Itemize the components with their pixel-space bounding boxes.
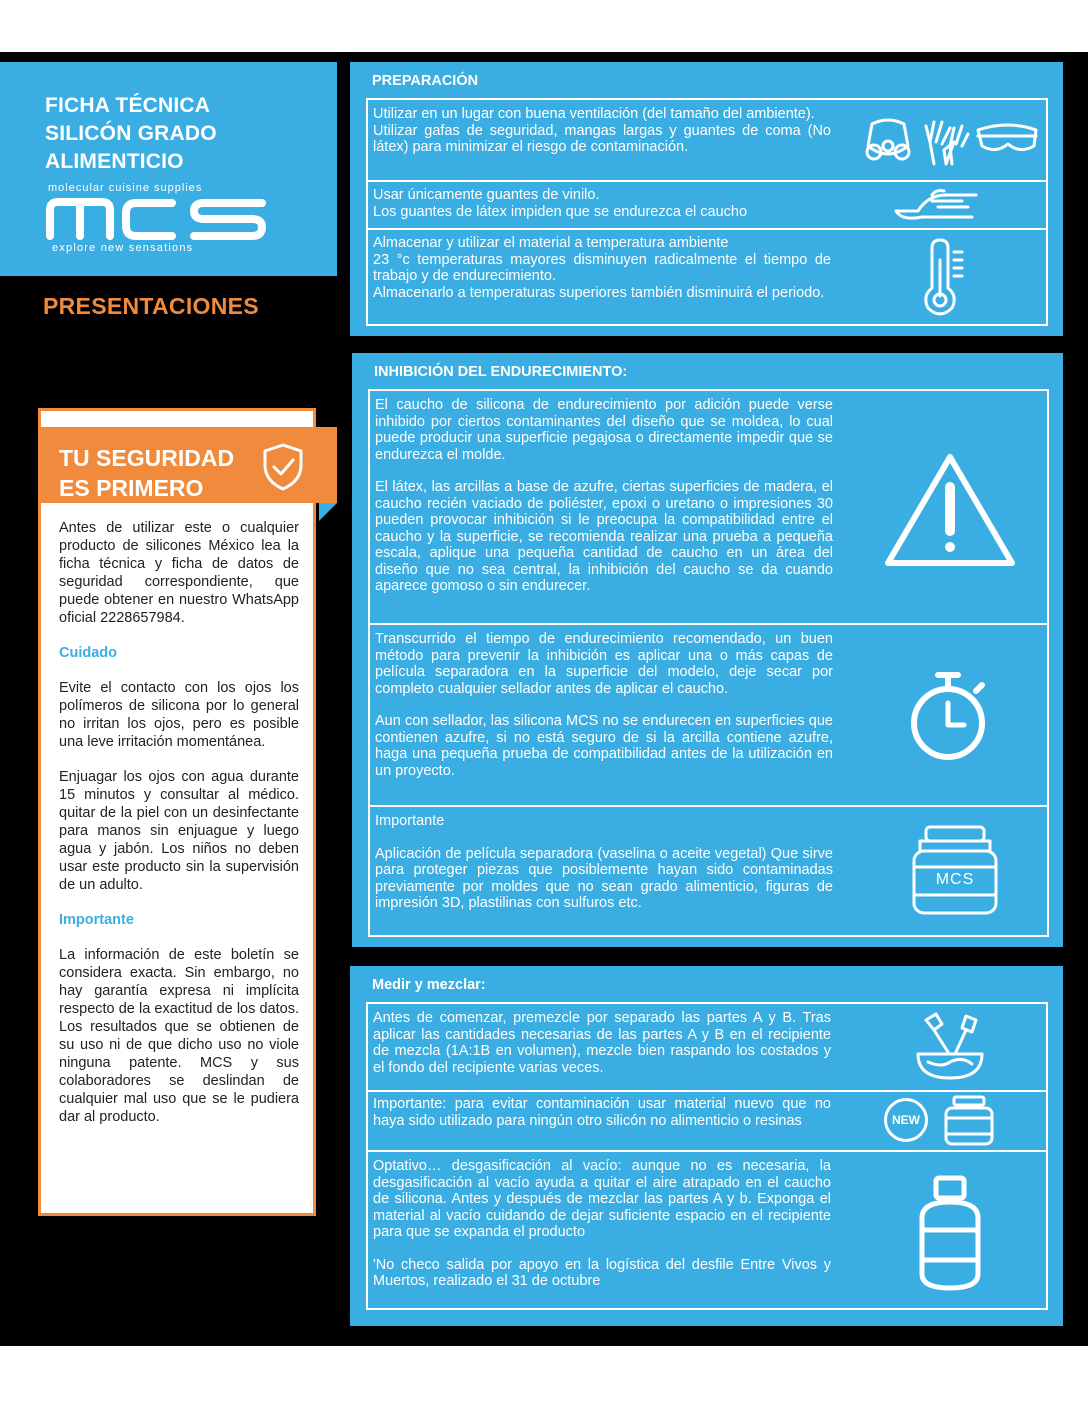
care-heading: Cuidado: [59, 645, 117, 661]
safety-title-line-2: ES PRIMERO: [59, 475, 204, 501]
inhibicion-heading: INHIBICIÓN DEL ENDURECIMIENTO:: [374, 364, 628, 380]
mcs-logo-mark: [44, 196, 270, 240]
separator-text-2: Aun con sellador, las silicona MCS no se endurecen en superficies que contienen azufre, si no está seguro de si la arcilla contiene azufre, haga una pequeña prueba de compatibilidad antes de la utilización en un proyecto.: [375, 713, 833, 779]
logo-tagline-top: molecular cuisine supplies: [48, 182, 203, 194]
jar-label: MCS: [935, 871, 975, 888]
row-text: [373, 235, 831, 301]
safety-goggles-icon: [978, 125, 1036, 150]
temperature-text-3: Almacenarlo a temperaturas superiores también disminuirá el periodo.: [373, 284, 825, 301]
title-box: [0, 62, 337, 276]
document-title: [45, 92, 217, 176]
row-text: [375, 631, 833, 779]
separator-text-1: Transcurrido el tiempo de endurecimiento recomendado, un buen método para prevenir la inhibición es aplicar una o más capas de película separadora en la superficie del modelo, deje secar por completo cualquier sellador antes de aplicar el caucho.: [375, 631, 833, 697]
vinyl-gloves-text: Usar únicamente guantes de vinilo.: [373, 187, 600, 203]
safety-card: [38, 408, 316, 1216]
respirator-mask-icon: [867, 120, 909, 159]
row-text: [373, 1096, 831, 1129]
preparacion-row-ventilation: [368, 100, 1046, 180]
ppe-text: Utilizar gafas de seguridad, mangas largas y guantes de coma (No látex) para minimizar el riesgo de contaminación.: [373, 122, 831, 155]
gas-cylinder-icon: [912, 1174, 988, 1296]
care-text-2: Enjuagar los ojos con agua durante 15 minutos y consultar al médico. quitar de la piel con un desinfectante para manos sin enjuague y luego agua y jabón. Los niños no deben usar este producto sin la supervisión de un adulto.: [59, 769, 299, 893]
inhibicion-frame: [368, 389, 1049, 937]
release-agent-text: Aplicación de película separadora (vaselina o aceite vegetal) Que sirve para proteger piezas que posiblemente hayan sido contaminadas previamente por moldes que no sean grado alimenticio, figuras de impresión 3D, plastilinas con sulfuros etc.: [375, 845, 833, 911]
important-label: Importante: [375, 813, 445, 829]
inhibition-text-2: El látex, las arcillas a base de azufre, ciertas superficies de madera, el caucho recién vaciado de poliéster, epoxi o uretano o impresiones 30 pueden provocar inhibición si le preocupa la compatibilidad entre el caucho y la superficie, se recomienda realizar una prueba a pequeña escala, aplique una pequeña cantidad de caucho en un área del diseño que no sea central, la inhibición del caucho se da cuando aparece gomoso o sin endurecer.: [375, 479, 833, 594]
safety-intro: Antes de utilizar este o cualquier producto de silicones México lea la ficha técnica y ficha de datos de seguridad correspondiente, que puede obtener en nuestro WhatsApp oficial 2228657984.: [59, 520, 299, 626]
inhibicion-row-separator: [370, 623, 1047, 805]
row-text: [373, 1010, 831, 1076]
important-heading: Importante: [59, 912, 134, 928]
safety-header: [41, 427, 337, 503]
header-fold: [319, 503, 337, 521]
preparacion-row-temperature: [368, 228, 1046, 328]
row-text: [375, 813, 833, 912]
latex-warning-text: Los guantes de látex impiden que se endurezca el caucho: [373, 203, 748, 220]
row-text: [373, 187, 831, 220]
care-text-1: Evite el contacto con los ojos los polímeros de silicona por lo general no irritan los ojos, pero es posible una leve irritación momentánea.: [59, 680, 299, 750]
note-text: 'No checo salida por apoyo en la logística del desfile Entre Vivos y Muertos, realizado el 31 de octubre: [373, 1256, 831, 1289]
inhibicion-row-important: [370, 805, 1047, 939]
small-jar-icon: [942, 1094, 996, 1148]
gloves-icon: [926, 122, 968, 164]
safety-body: [59, 519, 299, 1143]
title-line-3: ALIMENTICIO: [45, 150, 184, 173]
preparacion-section: [350, 62, 1063, 336]
title-line-1: FICHA TÉCNICA: [45, 94, 211, 117]
vacuum-text: Optativo… desgasificación al vacío: aunque no es necesaria, la desgasificación al vacío ayuda a quitar el aire atrapado en el caucho de silicona. Antes y después de mezclar las partes A y b. Exponga el material al vacío cuidando de dejar suficiente espacio en el recipiente para que se expanda el producto: [373, 1158, 831, 1240]
title-line-2: SILICÓN GRADO: [45, 122, 217, 145]
preparacion-frame: [366, 98, 1048, 326]
important-text: La información de este boletín se considera exacta. Sin embargo, no hay garantía expresa ni implícita respecto de la exactitud de los datos. Los resultados que se obtienen de su uso ni de que dicho uso no viole ninguna patente. MCS y sus colaboradores se deslindan de cualquier mal uso que se le pudiera dar al producto.: [59, 947, 299, 1125]
safety-title: [59, 443, 234, 503]
preparacion-row-gloves: [368, 180, 1046, 228]
inhibicion-row-contaminants: [370, 391, 1047, 623]
presentaciones-heading: PRESENTACIONES: [43, 293, 259, 319]
safety-title-line-1: TU SEGURIDAD: [59, 445, 235, 471]
ppe-icons: [858, 116, 1038, 168]
row-text: [373, 106, 831, 156]
mixing-bowl-icon: [912, 1010, 988, 1084]
temperature-text-1: Almacenar y utilizar el material a temperatura ambiente: [373, 235, 729, 251]
shield-check-icon: [259, 441, 307, 493]
premix-text: Antes de comenzar, premezcle por separado las partes A y B. Tras aplicar las cantidades necesarias de las partes A y B en el recipiente de mezcla (1A:1B en volumen), mezcle bien raspando los costados y el fondo del recipiente varias veces.: [373, 1010, 831, 1076]
preparacion-heading: PREPARACIÓN: [372, 73, 479, 89]
inhibition-text-1: El caucho de silicona de endurecimiento por adición puede verse inhibido por ciertos contaminantes del diseño que se moldea, lo cual puede producir una superficie pegajosa o directamente impedir que se endurezca el molde.: [375, 397, 833, 463]
stopwatch-icon: [908, 669, 992, 765]
mcs-jar-icon: [910, 823, 1000, 919]
row-text: [375, 397, 833, 595]
thermometer-icon: [918, 238, 966, 318]
ventilation-text: Utilizar en un lugar con buena ventilación (del tamaño del ambiente).: [373, 106, 815, 122]
medir-row-new-material: [368, 1090, 1046, 1150]
new-material-text: Importante: para evitar contaminación usar material nuevo que no haya sido utilizado para ningún otro silicón no alimenticio o resinas: [373, 1096, 831, 1129]
inhibicion-section: [352, 353, 1063, 947]
medir-row-mix: [368, 1004, 1046, 1090]
logo-tagline-bottom: explore new sensations: [52, 242, 194, 254]
mcs-logo: [44, 182, 274, 258]
medir-heading: Medir y mezclar:: [372, 977, 486, 993]
medir-row-vacuum: [368, 1150, 1046, 1312]
medir-frame: [366, 1002, 1048, 1310]
new-badge: NEW: [884, 1098, 928, 1142]
hand-glove-icon: [892, 187, 980, 223]
temperature-text-2: 23 °c temperaturas mayores disminuyen radicalmente el tiempo de trabajo y de endurecimiento.: [373, 251, 831, 284]
warning-triangle-icon: [882, 451, 1018, 569]
medir-section: [350, 966, 1063, 1326]
row-text: [373, 1158, 831, 1290]
